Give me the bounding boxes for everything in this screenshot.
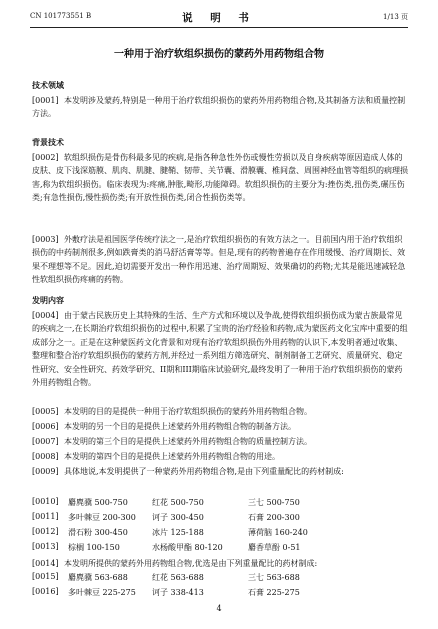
paragraph-number: [0011] xyxy=(32,512,59,521)
paragraph-number: [0005] xyxy=(32,407,59,416)
paragraph-number: [0010] xyxy=(32,497,59,506)
section-heading-content: 发明内容 xyxy=(32,295,64,305)
document-type: 说 明 书 xyxy=(182,12,256,24)
paragraph-text: 本发明涉及蒙药,特别是一种用于治疗软组织损伤的蒙药外用药物组合物,及其制备方法和质量控制方法。 xyxy=(32,96,406,119)
paragraph-number: [0007] xyxy=(32,437,59,446)
paragraph-text: 本发明的第四个目的是提供上述蒙药外用药物组合物的用途。 xyxy=(64,452,280,461)
paragraph-number: [0008] xyxy=(32,452,59,461)
ingredient: 水杨酸甲酯 80-120 xyxy=(152,543,223,552)
paragraph-text: 本发明的目的是提供一种用于治疗软组织损伤的蒙药外用药物组合物。 xyxy=(64,407,312,416)
paragraph-text: 本发明的第三个目的是提供上述蒙药外用药物组合物的质量控制方法。 xyxy=(64,437,312,446)
document-title: 一种用于治疗软组织损伤的蒙药外用药物组合物 xyxy=(114,49,324,60)
paragraph-number: [0016] xyxy=(32,587,59,596)
paragraph-0002 xyxy=(32,151,408,205)
ingredient: 棕榈 100-150 xyxy=(68,543,120,552)
page-header xyxy=(30,10,408,24)
paragraph-number: [0004] xyxy=(32,311,59,320)
ingredient: 诃子 300-450 xyxy=(152,513,204,522)
ingredient: 薄荷脑 160-240 xyxy=(248,528,308,537)
ingredient: 诃子 338-413 xyxy=(152,588,204,597)
paragraph-0007 xyxy=(32,435,408,448)
paragraph-number: [0009] xyxy=(32,467,59,476)
ingredient: 石膏 200-300 xyxy=(248,513,300,522)
page-number: 4 xyxy=(216,604,222,613)
formula-row xyxy=(32,512,408,524)
paragraph-number: [0006] xyxy=(32,422,59,431)
ingredient: 红花 563-688 xyxy=(152,573,204,582)
ingredient: 红花 500-750 xyxy=(152,498,204,507)
ingredient: 麝麂骥 500-750 xyxy=(68,498,128,507)
page-indicator: 1/13 页 xyxy=(383,13,408,21)
paragraph-text: 外敷疗法是祖国医学传统疗法之一,是治疗软组织损伤的有效方法之一。目前国内用于治疗软组织损伤的中药制剂很多,例如跌膏类的消马舒活膏等等。但是,现有的药物普遍存在作用缓慢、治疗周期长、效果不理想等不足。因此,迫切需要开发出一种作用迅速、治疗周期短、效果确切的药物;尤其是能迅速减轻急性软组织损伤疼痛的药物。 xyxy=(32,235,406,285)
paragraph-number: [0014] xyxy=(32,559,59,568)
paragraph-text: 软组织损伤是骨伤科最多见的疾病,是指各种急性外伤或慢性劳损以及自身疾病等原因造成人体的皮肤、皮下浅深筋膜、肌肉、肌腱、腱鞘、韧带、关节囊、滑膜囊、椎间盘、周围神经血管等组织的病理损害,称为软组织损伤。临床表现为:疼痛,肿胀,畸形,功能障碍。软组织损伤的主要分为:挫伤类,扭伤类,碾压伤类;有急性损伤,慢性损伤类;有开放性损伤类,闭合性损伤类等。 xyxy=(32,153,408,203)
ingredient: 石膏 225-275 xyxy=(248,588,300,597)
patent-number: CN 101773551 B xyxy=(30,12,92,20)
ingredient: 冰片 125-188 xyxy=(152,528,204,537)
ingredient: 多叶棘豆 200-300 xyxy=(68,513,136,522)
ingredient: 三七 563-688 xyxy=(248,573,300,582)
section-heading-field: 技术领域 xyxy=(32,80,64,90)
paragraph-0006 xyxy=(32,420,408,433)
paragraph-0005 xyxy=(32,405,408,418)
paragraph-0009 xyxy=(32,465,408,478)
paragraph-number: [0013] xyxy=(32,542,59,551)
ingredient: 多叶棘豆 225-275 xyxy=(68,588,136,597)
paragraph-number: [0015] xyxy=(32,572,59,581)
paragraph-number: [0002] xyxy=(32,153,59,162)
preferred-formula-row xyxy=(32,572,408,584)
formula-row xyxy=(32,542,408,554)
paragraph-text: 本发明所提供的蒙药外用药物组合物,优选是由下列重量配比的药材制成: xyxy=(64,559,318,568)
paragraph-0003 xyxy=(32,233,408,287)
header-rule xyxy=(30,27,408,28)
ingredient: 滑石粉 300-450 xyxy=(68,528,128,537)
paragraph-number: [0001] xyxy=(32,96,59,105)
paragraph-0001 xyxy=(32,94,408,121)
formula-row xyxy=(32,527,408,539)
paragraph-text: 具体地说,本发明提供了一种蒙药外用药物组合物,是由下列重量配比的药材制成: xyxy=(64,467,344,476)
paragraph-text: 由于蒙古民族历史上其特殊的生活、生产方式和环境以及争战,使得软组织损伤成为蒙古族最常见的疾病之一,在长期治疗软组织损伤的过程中,积累了宝贵的治疗经验和药物,成为蒙医药文化宝库中重要的组成部分之一。正是在这种蒙医药文化背景和对现有治疗软组织损伤外用药物的认识下,本发明者通过收集、整理和整合治疗软组织损伤的蒙药方剂,并经过一系列组方筛选研究、制剂制备工艺研究、质量研究、稳定性研究、安全性研究、药效学研究、II期和III期临床试验研究,最终发明了一种用于治疗软组织损伤的蒙药外用药物组合物。 xyxy=(32,311,408,388)
paragraph-0014 xyxy=(32,557,408,570)
formula-row xyxy=(32,497,408,509)
preferred-formula-row xyxy=(32,587,408,599)
ingredient: 麝麂骥 563-688 xyxy=(68,573,128,582)
ingredient: 三七 500-750 xyxy=(248,498,300,507)
paragraph-number: [0003] xyxy=(32,235,59,244)
section-heading-background: 背景技术 xyxy=(32,137,64,147)
paragraph-0008 xyxy=(32,450,408,463)
ingredient: 麝香草酚 0-51 xyxy=(248,543,301,552)
paragraph-0004 xyxy=(32,309,408,389)
paragraph-number: [0012] xyxy=(32,527,59,536)
paragraph-text: 本发明的另一个目的是提供上述蒙药外用药物组合物的制备方法。 xyxy=(64,422,296,431)
